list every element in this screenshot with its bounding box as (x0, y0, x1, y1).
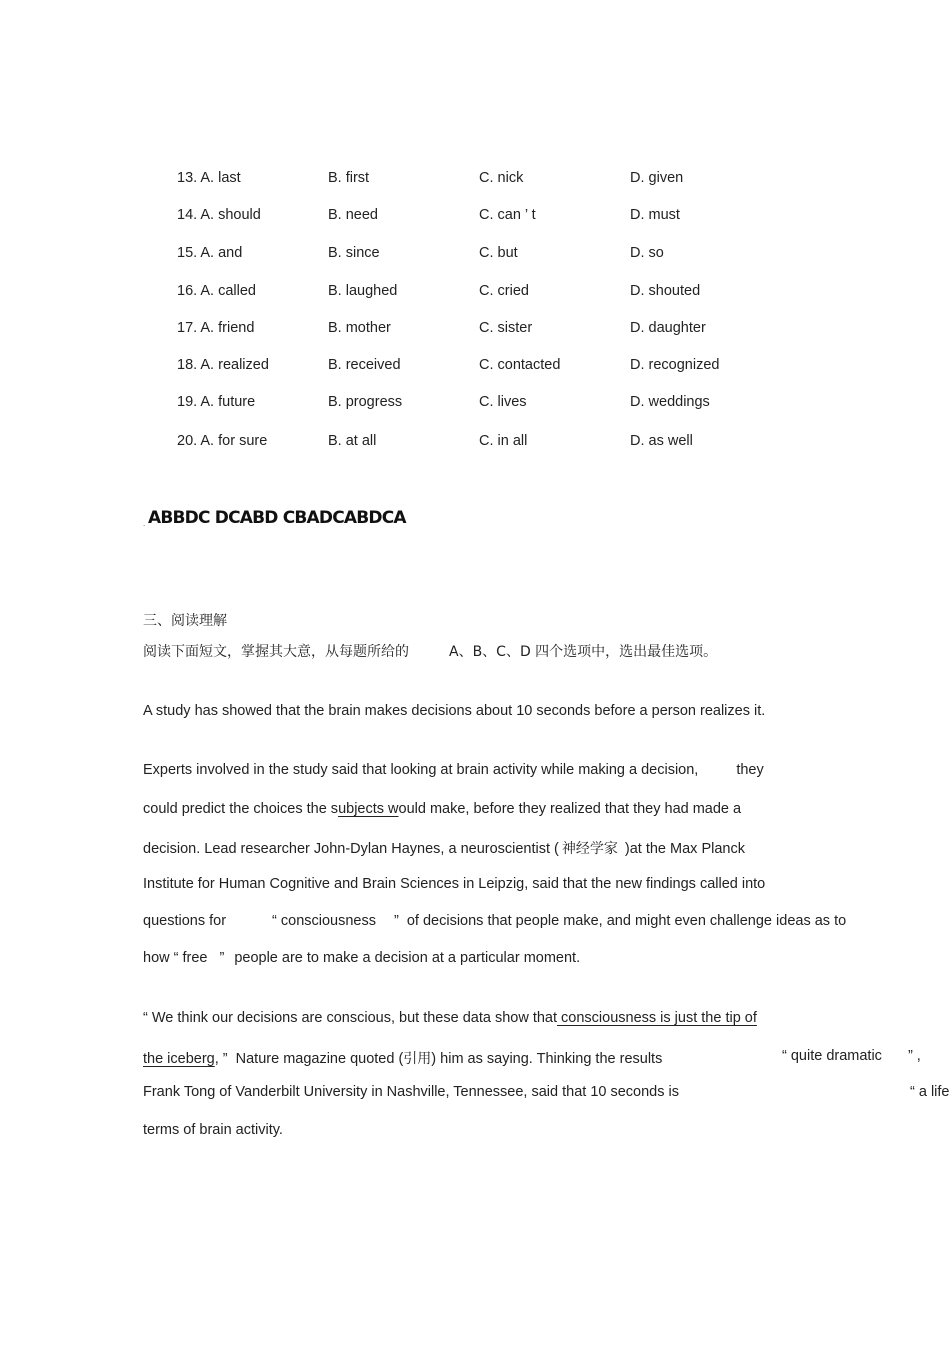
option-c: C. can ’ t (479, 207, 536, 223)
option-row (0, 433, 950, 457)
option-b: B. at all (328, 433, 377, 449)
p2-l2b: ubjects w (338, 801, 399, 817)
option-b: B. since (328, 245, 380, 261)
option-row (0, 320, 950, 344)
option-c: C. in all (479, 433, 528, 449)
p2-line-5 (143, 913, 846, 929)
p3-l2c: Nature magazine quoted ( (235, 1051, 404, 1067)
option-c: C. contacted (479, 357, 561, 373)
option-a: 19. A. future (177, 394, 256, 410)
p2-line-6 (143, 950, 580, 966)
p2-l5d: of decisions that people make, and might even challenge ideas as to (406, 913, 847, 929)
p2-l1a: Experts involved in the study said that looking at brain activity while making a decision, (143, 762, 699, 778)
option-d: D. so (630, 245, 664, 261)
option-b: B. need (328, 207, 378, 223)
p2-l2a: could predict the choices the s (143, 801, 339, 817)
section-title: 三、阅读理解 (143, 613, 227, 629)
instruction-part2: A、B、C、D 四个选项中，选出最佳选项。 (449, 644, 718, 660)
p2-l5c: ” (394, 913, 399, 929)
option-d: D. daughter (630, 320, 706, 336)
option-a: 17. A. friend (177, 320, 255, 336)
option-row (0, 283, 950, 307)
p2-line-2 (143, 801, 741, 817)
option-row (0, 394, 950, 418)
option-b: B. laughed (328, 283, 398, 299)
p2-l3b: 神经学家 (561, 841, 618, 857)
p2-line-3 (143, 838, 745, 858)
p2-l1b: they (736, 762, 764, 778)
paragraph-1: A study has showed that the brain makes decisions about 10 seconds before a person realizes it. (143, 703, 766, 719)
option-row (0, 170, 950, 194)
option-c: C. cried (479, 283, 529, 299)
option-a: 16. A. called (177, 283, 256, 299)
option-d: D. weddings (630, 394, 710, 410)
option-a: 14. A. should (177, 207, 261, 223)
option-a: 13. A. last (177, 170, 241, 186)
option-row (0, 207, 950, 231)
p2-line-4: Institute for Human Cognitive and Brain Sciences in Leipzig, said that the new findings called into (143, 876, 766, 892)
p2-l6b: ” (219, 950, 225, 966)
p2-l2c: ould make, before they realized that they had made a (398, 801, 742, 817)
p3-line-2-quote (782, 1048, 921, 1064)
p2-l6c: people are to make a decision at a particular moment. (234, 950, 581, 966)
p3-l2d: 引用 (403, 1051, 432, 1067)
option-b: B. mother (328, 320, 391, 336)
option-d: D. shouted (630, 283, 701, 299)
option-c: C. sister (479, 320, 533, 336)
p3-l2g: ” , (907, 1048, 921, 1064)
instruction-part1: 阅读下面短文，掌握其大意，从每题所给的 (143, 644, 409, 660)
p3-l1a: “ We think our decisions are conscious, but these data show that (143, 1010, 558, 1026)
p2-l3a: decision. Lead researcher John-Dylan Haynes, a neuroscientist ( (143, 841, 559, 857)
p3-line-1 (143, 1010, 757, 1026)
option-b: B. first (328, 170, 370, 186)
option-a: 18. A. realized (177, 357, 269, 373)
instruction (143, 641, 717, 661)
option-a: 15. A. and (177, 245, 243, 261)
p2-l5a: questions for (143, 913, 227, 929)
option-b: B. received (328, 357, 401, 373)
p3-line-4: terms of brain activity. (143, 1122, 283, 1138)
p2-l5b: “ consciousness (272, 913, 376, 929)
p2-l3c: )at the Max Planck (624, 841, 745, 857)
p3-l2e: ) him as saying. Thinking the results (431, 1051, 663, 1067)
answer-dot: . (143, 519, 146, 528)
option-a: 20. A. for sure (177, 433, 268, 449)
option-c: C. but (479, 245, 518, 261)
option-row (0, 357, 950, 381)
p3-l2f: “ quite dramatic (782, 1048, 882, 1064)
p3-l2b: , ” (214, 1051, 228, 1067)
option-row (0, 245, 950, 269)
option-d: D. must (630, 207, 680, 223)
p3-line-2 (143, 1048, 662, 1068)
option-c: C. lives (479, 394, 527, 410)
p2-line-1 (143, 762, 764, 778)
option-d: D. recognized (630, 357, 720, 373)
p3-l2a: the iceberg (143, 1051, 215, 1067)
p3-l1b: consciousness is just the tip of (557, 1010, 757, 1026)
answer-key: ABBDC DCABD CBADCABDCA (148, 508, 406, 528)
option-d: D. as well (630, 433, 693, 449)
option-b: B. progress (328, 394, 403, 410)
p2-l6a: how “ free (143, 950, 208, 966)
p3-line-3-quote: “ a life (910, 1084, 950, 1100)
p3-line-3: Frank Tong of Vanderbilt University in Nashville, Tennessee, said that 10 seconds is (143, 1084, 679, 1100)
option-c: C. nick (479, 170, 524, 186)
option-d: D. given (630, 170, 684, 186)
